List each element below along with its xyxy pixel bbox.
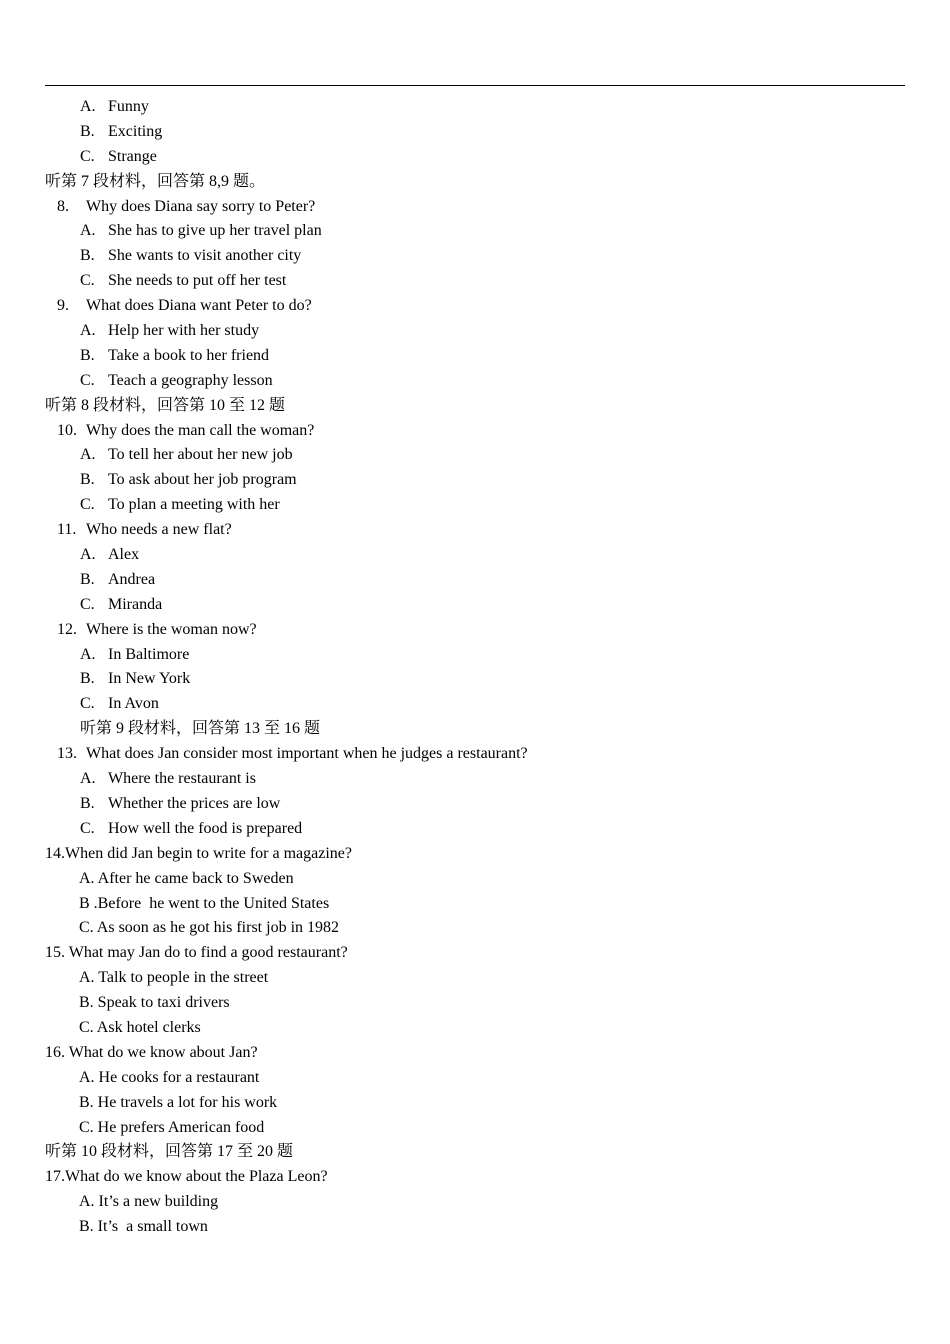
section-heading: 听第 7 段材料，回答第 8,9 题。 [45,172,266,190]
option-letter: C. [80,272,95,290]
option-text: She needs to put off her test [108,272,287,290]
option-text: How well the food is prepared [108,819,303,837]
answer-option [0,219,950,244]
option-text: In New York [108,670,191,688]
answer-option [0,269,950,294]
question: 16. What do we know about Jan? [45,1043,258,1061]
question-number: 11. [57,521,77,539]
header-rule [45,85,905,86]
answer-option [0,543,950,568]
option-text: Andrea [108,570,156,588]
option-text: Teach a geography lesson [108,371,273,389]
answer-option [0,593,950,618]
answer-option: A. He cooks for a restaurant [79,1068,260,1086]
exam-content [0,95,950,1240]
section-heading: 听第 8 段材料，回答第 10 至 12 题 [45,396,286,414]
option-letter: B. [80,570,95,588]
answer-option [0,145,950,170]
question-number: 10. [57,421,77,439]
option-text: Exciting [108,122,163,140]
option-text: In Baltimore [108,645,190,663]
question-text: Why does Diana say sorry to Peter? [86,197,316,215]
question-text: What does Diana want Peter to do? [86,297,312,315]
option-text: Help her with her study [108,322,260,340]
question-text: Who needs a new flat? [86,521,232,539]
question-number: 8. [57,197,69,215]
option-letter: C. [80,819,95,837]
answer-option [0,692,950,717]
answer-option: A. Talk to people in the street [79,969,269,987]
option-text: She has to give up her travel plan [108,222,322,240]
option-letter: B. [80,346,95,364]
option-letter: C. [80,595,95,613]
option-letter: C. [80,371,95,389]
answer-option: B. It’s a small town [79,1218,208,1236]
question [0,419,950,444]
answer-option [0,244,950,269]
answer-option: A. After he came back to Sweden [79,869,294,887]
option-letter: A. [80,222,96,240]
answer-option [0,443,950,468]
question-number: 12. [57,620,77,638]
option-letter: A. [80,770,96,788]
option-text: Miranda [108,595,163,613]
option-text: She wants to visit another city [108,247,302,265]
answer-option [0,792,950,817]
answer-option: B. He travels a lot for his work [79,1093,278,1111]
option-letter: A. [80,645,96,663]
answer-option [0,319,950,344]
section-heading: 听第 10 段材料，回答第 17 至 20 题 [45,1143,294,1161]
question: 17.What do we know about the Plaza Leon? [45,1168,328,1186]
answer-option [0,767,950,792]
option-text: Alex [108,546,140,564]
answer-option [0,468,950,493]
question [0,518,950,543]
answer-option: C. He prefers American food [79,1118,265,1136]
option-letter: B. [80,670,95,688]
question-number: 9. [57,297,69,315]
question [0,294,950,319]
option-letter: B. [80,794,95,812]
answer-option [0,667,950,692]
answer-option [0,817,950,842]
option-letter: A. [80,446,96,464]
option-letter: C. [80,496,95,514]
answer-option [0,369,950,394]
answer-option [0,344,950,369]
question-text: What does Jan consider most important when he judges a restaurant? [86,745,528,763]
question: 15. What may Jan do to find a good restaurant? [45,944,348,962]
option-letter: B. [80,247,95,265]
answer-option [0,95,950,120]
section-heading: 听第 9 段材料，回答第 13 至 16 题 [80,720,321,738]
question [0,742,950,767]
option-letter: A. [80,546,96,564]
answer-option [0,568,950,593]
question: 14.When did Jan begin to write for a magazine? [45,844,352,862]
option-text: Strange [108,147,157,165]
option-text: Take a book to her friend [108,346,270,364]
answer-option: C. Ask hotel clerks [79,1018,201,1036]
option-letter: C. [80,147,95,165]
option-text: To ask about her job program [108,471,297,489]
option-text: In Avon [108,695,159,713]
question-number: 13. [57,745,77,763]
answer-option: A. It’s a new building [79,1193,219,1211]
option-letter: B. [80,471,95,489]
answer-option [0,643,950,668]
answer-option: C. As soon as he got his first job in 1982 [79,919,340,937]
answer-option: B. Speak to taxi drivers [79,994,230,1012]
option-letter: B. [80,122,95,140]
option-text: To plan a meeting with her [108,496,280,514]
answer-option: B .Before he went to the United States [79,894,330,912]
option-text: Where the restaurant is [108,770,256,788]
question [0,618,950,643]
option-letter: A. [80,322,96,340]
question [0,195,950,220]
option-letter: C. [80,695,95,713]
question-text: Why does the man call the woman? [86,421,315,439]
option-text: Funny [108,98,149,115]
answer-option [0,493,950,518]
option-text: Whether the prices are low [108,794,281,812]
option-text: To tell her about her new job [108,446,293,464]
question-text: Where is the woman now? [86,620,257,638]
option-letter: A. [80,98,96,115]
answer-option [0,120,950,145]
